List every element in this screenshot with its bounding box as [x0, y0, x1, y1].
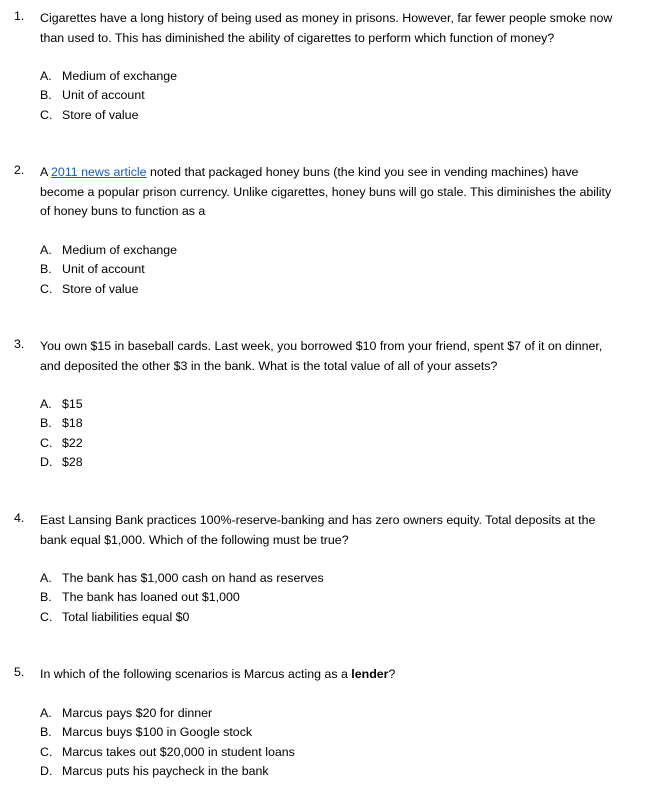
option-list	[40, 704, 295, 781]
option-c: C. $22	[40, 435, 83, 450]
option-a: A. Medium of exchange	[40, 243, 178, 257]
option-list	[40, 395, 83, 472]
option-a: A. The bank has $1,000 cash on hand as reserves	[40, 571, 324, 585]
question-text: Cigarettes have a long history of being used as money in prisons. However, far fewer people smoke now than used to. This has diminished the ability of cigarettes to perform which function of money?	[40, 11, 613, 45]
option-d: D. $28	[40, 454, 83, 469]
question-number: 2.	[14, 163, 25, 177]
question-number: 4.	[14, 511, 25, 525]
option-list	[40, 569, 324, 627]
question-number: 3.	[14, 337, 25, 351]
option-d: D. Marcus puts his paycheck in the bank	[40, 763, 269, 778]
question-number: 1.	[14, 9, 25, 23]
option-a: A. $15	[40, 397, 83, 411]
option-c: C. Store of value	[40, 281, 139, 296]
option-b: B. $18	[40, 416, 83, 431]
option-b: B. Unit of account	[40, 262, 145, 277]
option-b: B. Marcus buys $100 in Google stock	[40, 725, 253, 740]
question-text: In which of the following scenarios is Marcus acting as a lender?	[40, 667, 396, 681]
option-c: C. Marcus takes out $20,000 in student loans	[40, 744, 295, 759]
option-a: A. Marcus pays $20 for dinner	[40, 706, 213, 720]
option-c: C. Total liabilities equal $0	[40, 609, 190, 624]
question-text: You own $15 in baseball cards. Last week, you borrowed $10 from your friend, spent $7 of it on dinner, and deposited the other $3 in the bank. What is the total value of all of your assets?	[40, 339, 603, 373]
emphasis-lender: lender	[351, 667, 389, 681]
option-c: C. Store of value	[40, 107, 139, 122]
question-number: 5.	[14, 665, 25, 679]
news-article-link[interactable]: 2011 news article	[51, 165, 147, 179]
option-b: B. Unit of account	[40, 88, 145, 103]
option-list	[40, 67, 177, 125]
question-text: A 2011 news article noted that packaged honey buns (the kind you see in vending machines) have become a popular prison currency. Unlike cigarettes, honey buns will go stale. This diminishes the ability of honey buns to function as a	[40, 165, 612, 218]
option-list	[40, 241, 177, 299]
option-b: B. The bank has loaned out $1,000	[40, 590, 240, 605]
option-a: A. Medium of exchange	[40, 69, 178, 83]
question-text: East Lansing Bank practices 100%-reserve-banking and has zero owners equity. Total deposits at the bank equal $1,000. Which of the following must be true?	[40, 513, 596, 547]
